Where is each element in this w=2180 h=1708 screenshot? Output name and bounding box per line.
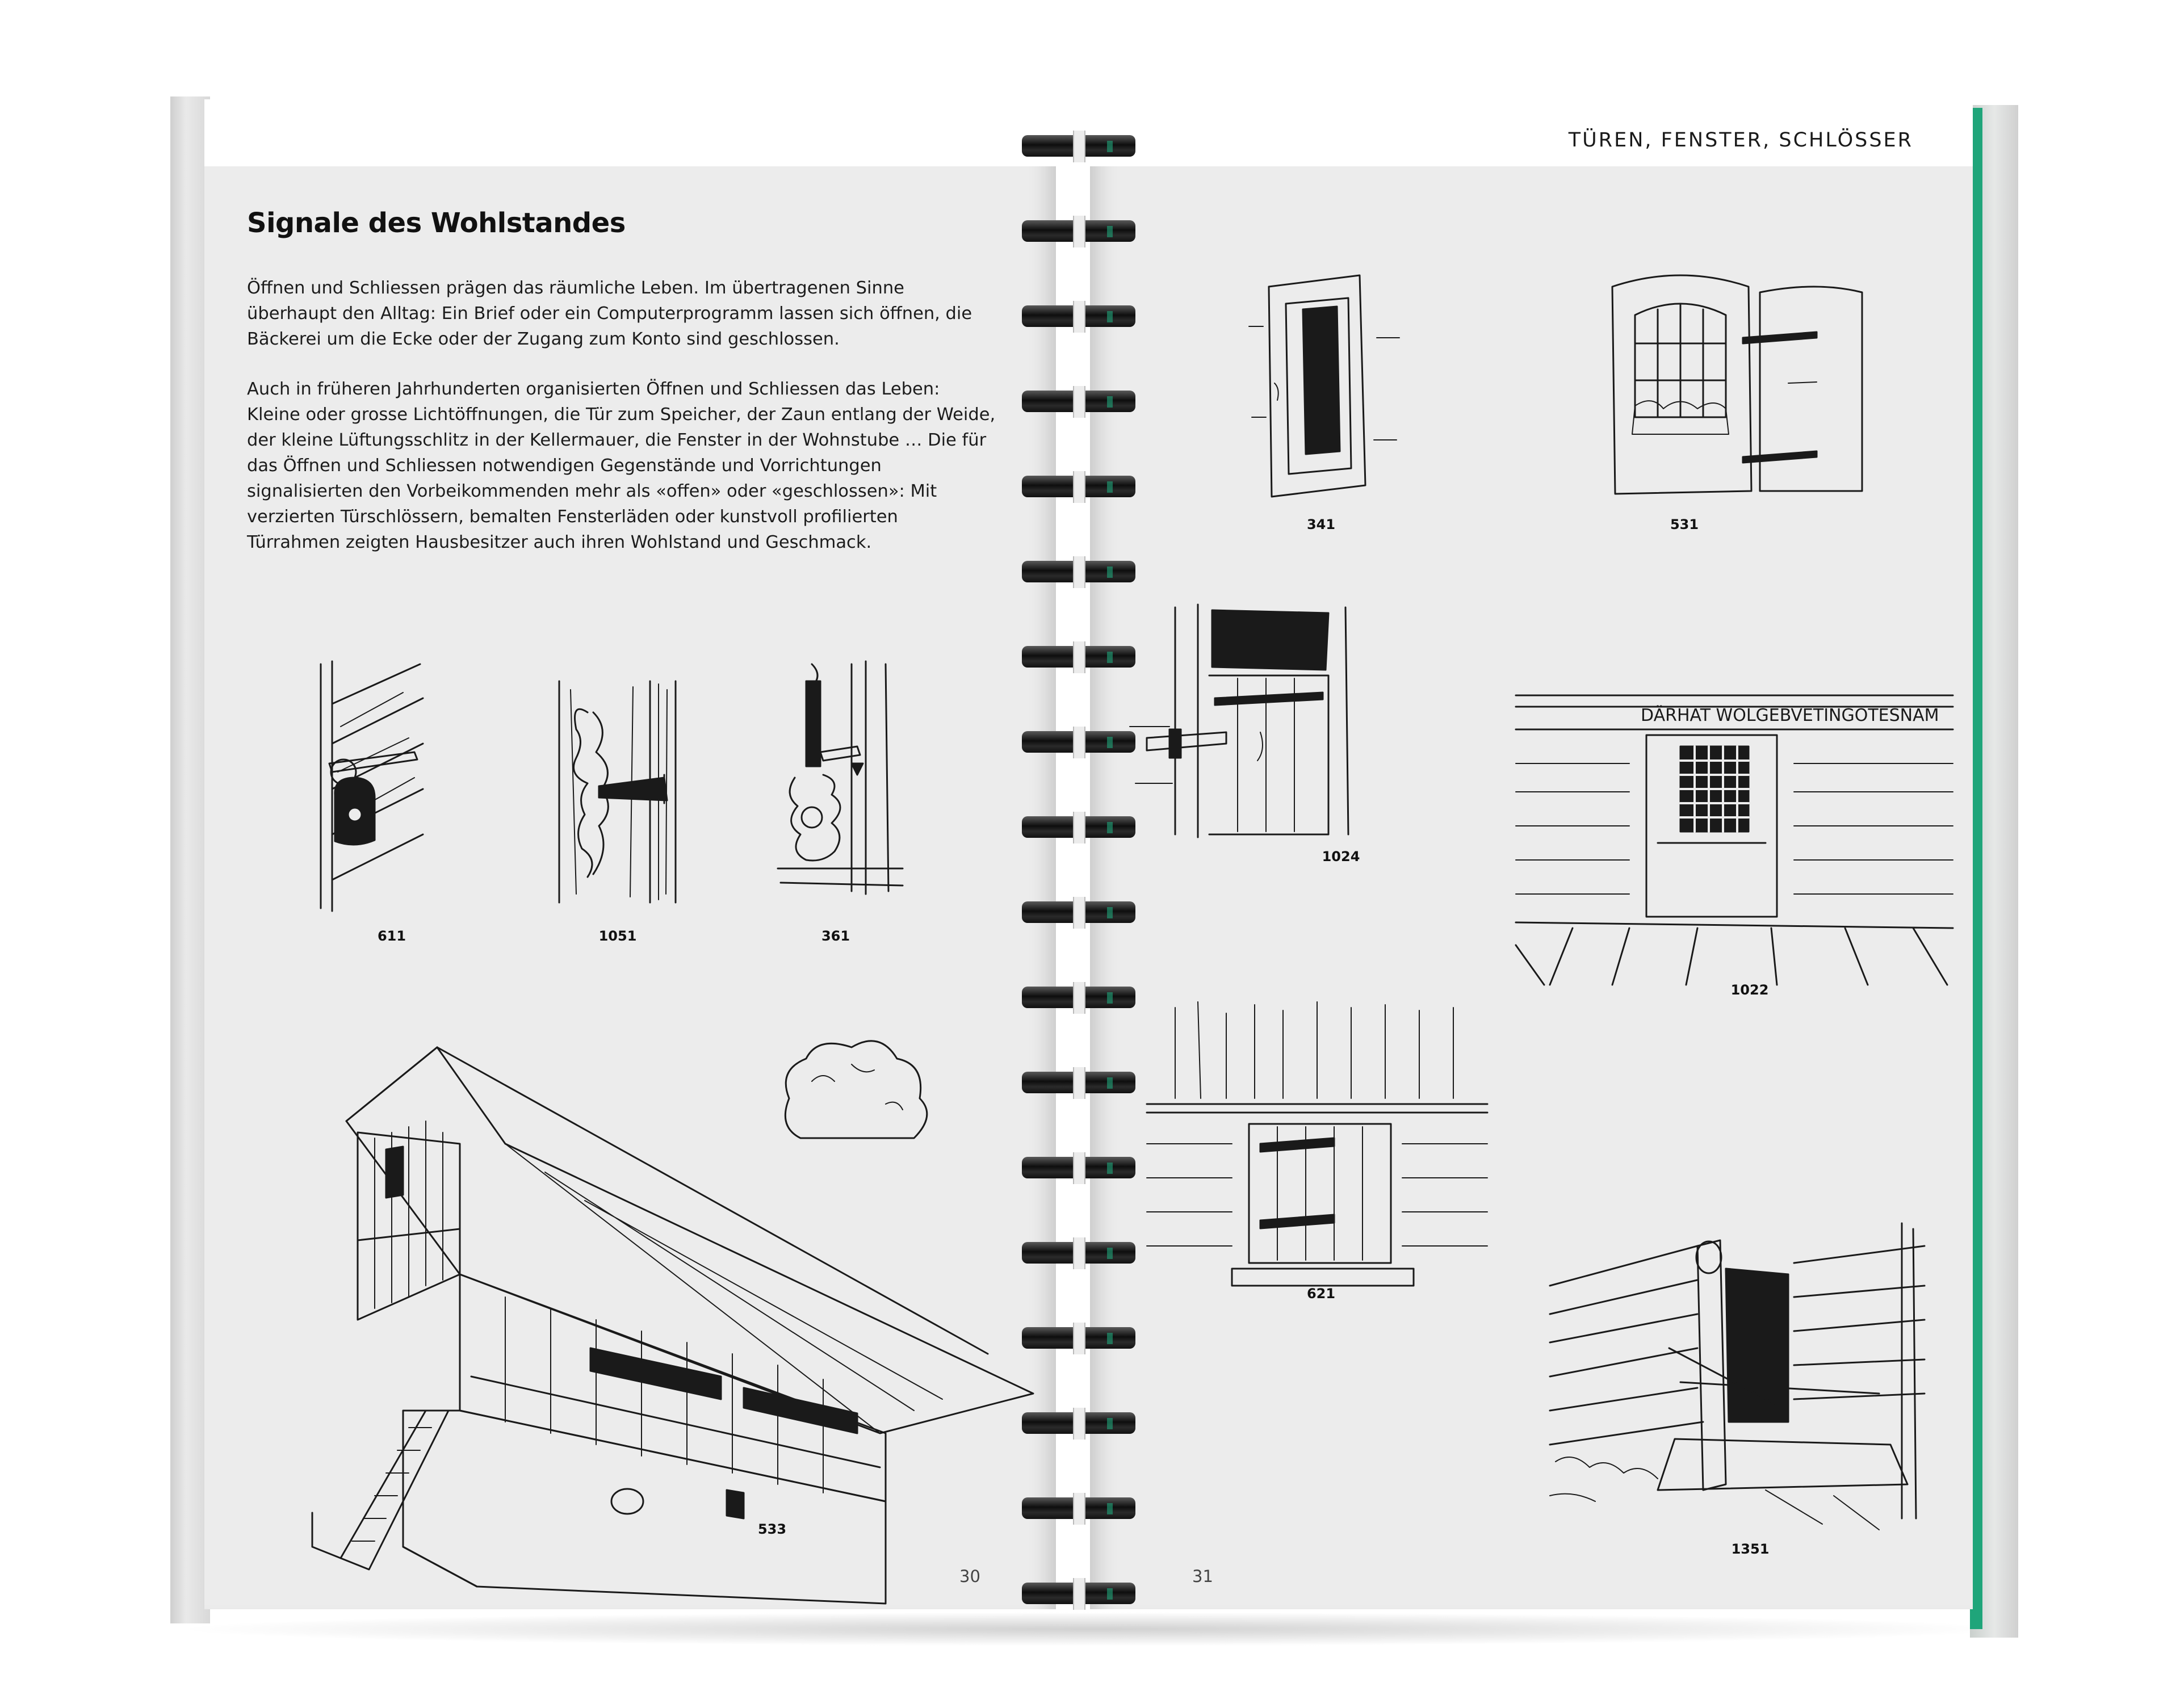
binding-ring [1022,641,1135,675]
sketch-1051-ornamental-hinge [554,678,690,905]
sketch-531-shuttered-window [1601,270,1885,508]
page-number-left: 30 [959,1567,980,1586]
page-heading: Signale des Wohlstandes [247,207,626,239]
caption-533: 533 [757,1521,787,1537]
caption-1022: 1022 [1730,982,1769,998]
caption-1351: 1351 [1731,1541,1770,1557]
caption-1024: 1024 [1322,849,1360,865]
sketch-1022-inscribed-door [1516,678,1959,985]
section-title: TÜREN, FENSTER, SCHLÖSSER [1568,129,1913,152]
door-inscription: DÄRHAT WOLGEBVETINGOTESNAM [1641,706,1939,725]
binding-ring [1022,1237,1135,1271]
caption-1051: 1051 [598,928,637,944]
binding-ring [1022,556,1135,590]
left-header-band [204,99,1056,166]
sketch-1024-barn-door-latch [1130,602,1368,840]
binding-ring [1022,1408,1135,1442]
caption-611: 611 [377,928,406,944]
body-paragraph: Auch in früheren Jahrhunderten organisierten Öffnen und Schliessen das Leben: Kleine oder grosse Lichtöffnungen, die Tür zum Speicher, der Zaun entlang der Weide, der kleine Lüftungsschlitz in der Kellermauer, die Fenster in der Wohnstube … Die für das Öffnen und Schliessen notwendigen Gegenstände und Vorrichtungen signalisierten den Vorbeikommenden mehr als «offen» oder «geschlossen»: Mit verzierten Türschlössern, bemalten Fensterläden oder kunstvoll profilierten Türrahmen zeigten Hausbesitzer auch ihren Wohlstand und Geschmack. [247,379,996,552]
sketch-1351-log-cabin-door [1538,1223,1936,1552]
caption-621: 621 [1306,1286,1336,1302]
binding-ring [1022,471,1135,505]
binding-ring [1022,216,1135,250]
caption-341: 341 [1306,517,1336,532]
binding-ring [1022,1067,1135,1101]
sketch-611-hinge-padlock [290,658,426,914]
binding-ring [1022,1493,1135,1527]
binding-ring [1022,1323,1135,1357]
page-number-right: 31 [1192,1567,1213,1586]
binding-ring [1022,812,1135,846]
right-page [1090,99,1973,1609]
left-page [204,99,1056,1609]
binding-ring [1022,131,1135,165]
binding-ring [1022,386,1135,420]
binding-ring [1022,897,1135,931]
spiral-binding [1022,114,1141,1646]
caption-361: 361 [821,928,850,944]
sketch-361-ornate-lock [772,658,908,897]
sketch-621-wall-hatch [1147,1002,1487,1297]
binding-ring [1022,1152,1135,1186]
binding-ring [1022,727,1135,761]
binding-ring [1022,982,1135,1016]
binding-ring [1022,301,1135,335]
sketch-341-window-slit [1246,270,1405,508]
caption-531: 531 [1670,517,1699,532]
sketch-533-granary [290,1002,1124,1615]
intro-paragraph: Öffnen und Schliessen prägen das räumliche Leben. Im übertragenen Sinne überhaupt den Alltag: Ein Brief oder ein Computerprogramm lassen sich öffnen, die Bäckerei um die Ecke oder der Zugang zum Konto sind geschlossen. [247,278,972,349]
right-header-band [1090,99,1973,166]
binding-ring [1022,1578,1135,1612]
